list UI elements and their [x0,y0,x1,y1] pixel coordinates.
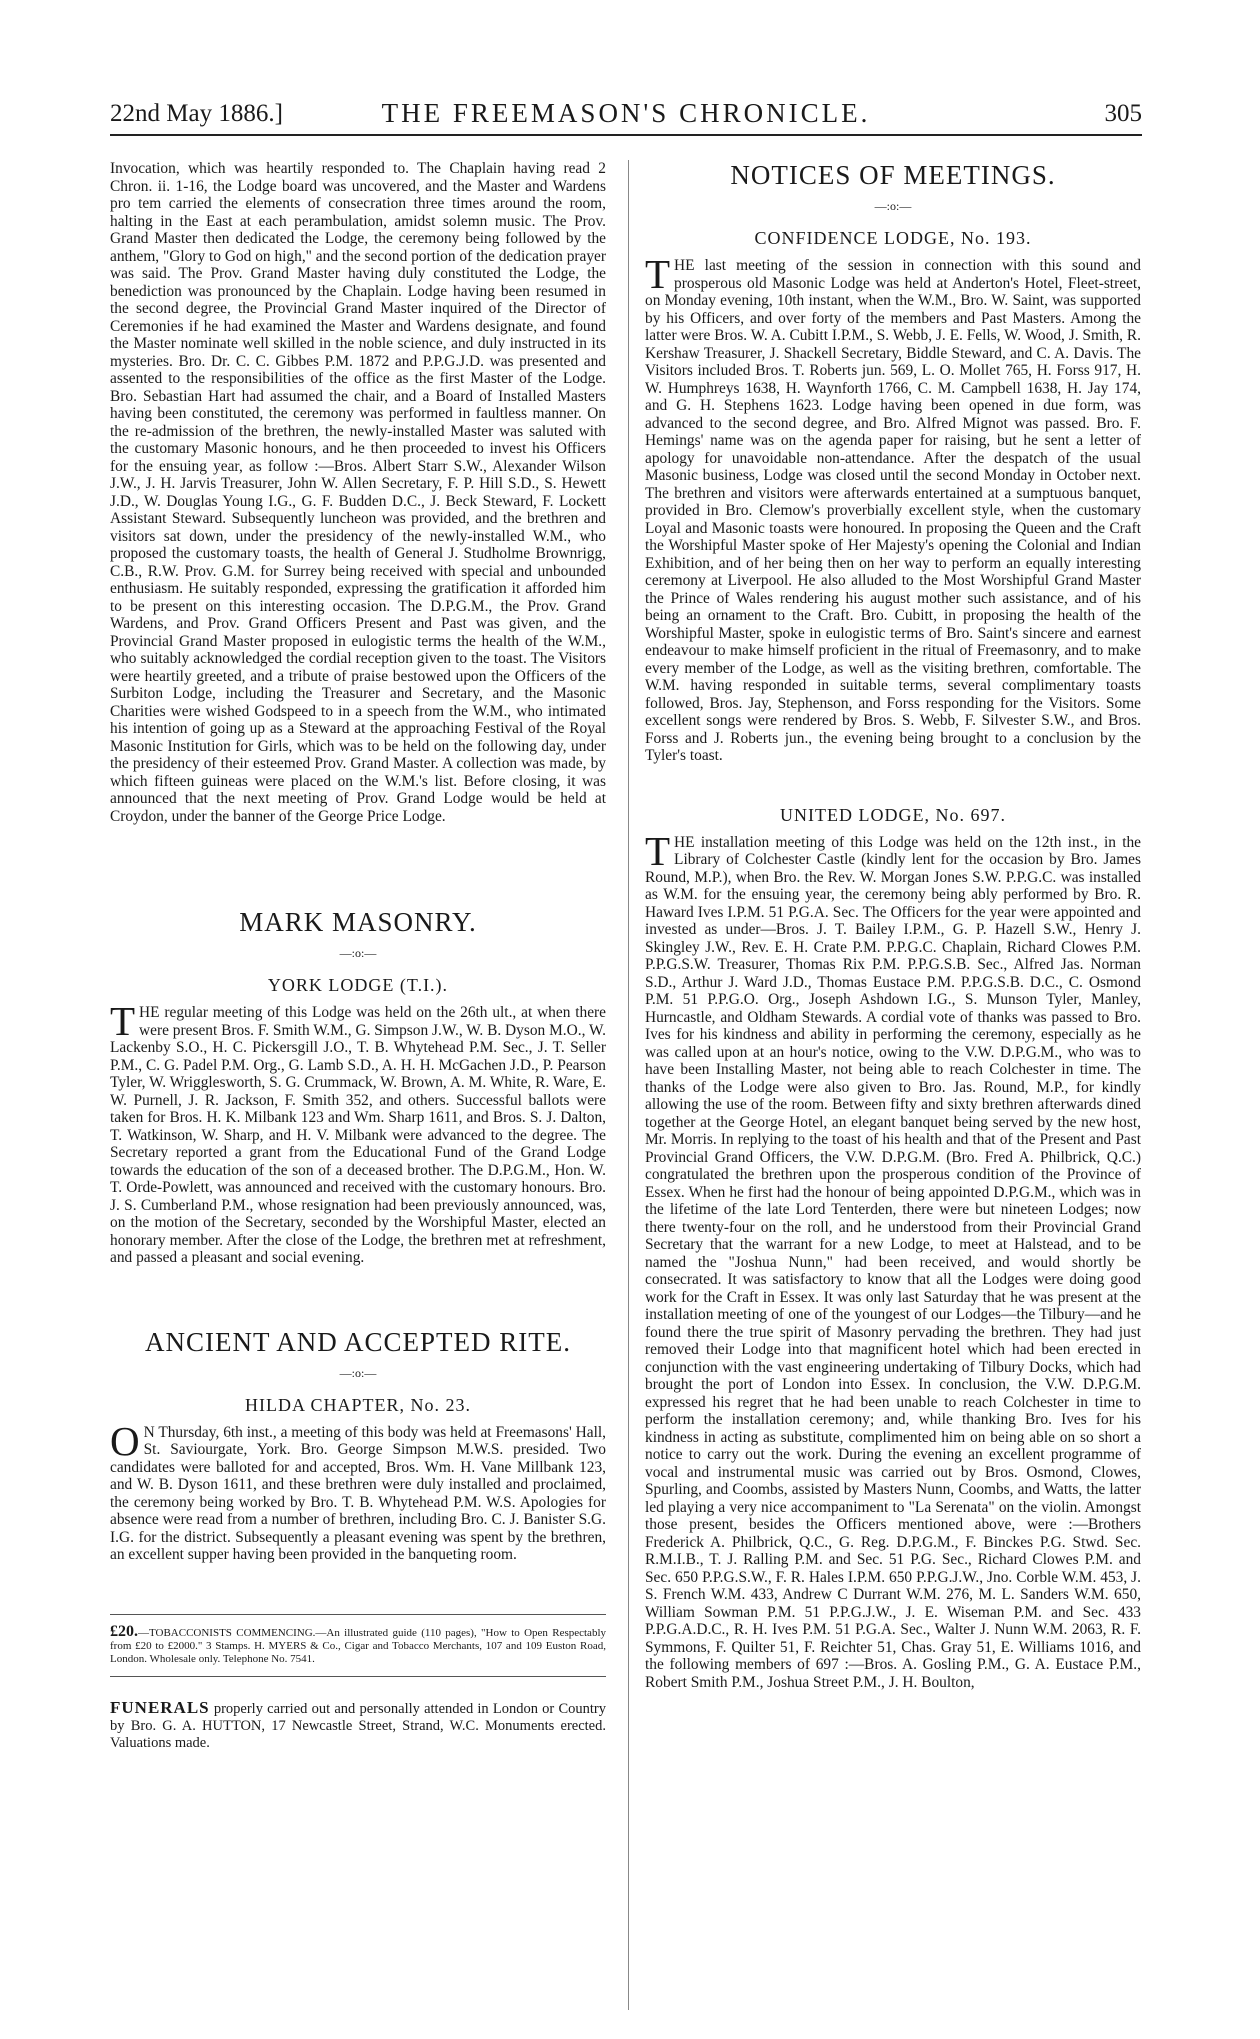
funeral-lead: FUNERALS [110,1697,210,1717]
right-column [645,160,1141,2010]
york-lodge-heading: YORK LODGE (T.I.). [267,975,449,995]
united-lodge-heading: UNITED LODGE, No. 697. [780,804,1006,825]
york-lodge-paragraph: THE regular meeting of this Lodge was held on the 26th ult., at when there were present Bros. F. Smith W.M., G. Simpson J.W., W. B. Dyson M.O., W. Lackenby S.O., H. C. Pickersgill J.O., T. B. Whytehead P.M. Sec., J. T. Seller P.M., C. G. Padel P.M. Org., G. Lamb S.D., A. H. H. McGachen J.D., P. Pearson Tyler, W. Wrigglesworth, S. G. Crummack, W. Brown, A. M. White, R. Ware, E. W. Purnell, J. R. Jackson, F. Smith 352, and others. Successful ballots were taken for Bros. H. K. Milbank 123 and Wm. Sharp 1611, and Bros. S. J. Dalton, T. Watkinson, W. Sharp, and H. V. Milbank were advanced to the degree. The Secretary reported a grant from the Educational Fund of the Grand Lodge towards the education of the son of a deceased brother. The D.P.G.M., Hon. W. T. Orde-Powlett, was announced and received with the customary honours. Bro. J. S. Cumberland P.M., whose resignation had been previously announced, was, on the motion of the Secretary, seconded by the Worshipful Master, elected an honorary member. After the close of the Lodge, the brethren met at refreshment, and passed a pleasant and social evening. [110,998,606,1266]
section-separator: —:o:— [339,1365,377,1380]
confidence-lodge-paragraph: THE last meeting of the session in connection with this sound and prosperous old Masonic Lodge was held at Anderton's Hotel, Fleet-street, on Monday evening, 10th instant, when the W.M., Bro. W. Saint, was supported by his Officers, and over forty of the members and Past Masters. Among the latter were Bros. W. A. Cubitt I.P.M., S. Webb, J. E. Fells, W. Wood, J. Smith, R. Kershaw Treasurer, J. Shackell Secretary, Biddle Steward, and C. A. Davis. The Visitors included Bros. T. Roberts jun. 569, L. O. Mollet 765, H. Forss 917, H. W. Humphreys 1638, H. Waynforth 1766, C. M. Campbell 1638, H. Jay 174, and G. H. Stephens 1623. Lodge having been opened in due form, was advanced to the second degree, and Bro. Alfred Mignot was passed. Bro. F. Hemings' name was on the agenda paper for raising, but he sent a letter of apology for unavoidable non-attendance. After the despatch of the usual Masonic business, Lodge was closed until the second Monday in October next. The brethren and visitors were afterwards entertained at a sumptuous banquet, provided in Bro. Clemow's proverbially excellent style, when the customary Loyal and Masonic toasts were honoured. In proposing the Queen and the Craft the Worshipful Master spoke of Her Majesty's opening the Colonial and Indian Exhibition, and of her being then on her way to perform an equally interesting ceremony at Liverpool. He also alluded to the Most Worshipful Grand Master the Prince of Wales rendering his august mother such assistance, and of his being an ornament to the Craft. Bro. Cubitt, in proposing the health of the Worshipful Master, spoke in eulogistic terms of Bro. Saint's sincere and earnest endeavour to make himself proficient in the ritual of Freemasonry, and to make every member of the Lodge, as well as the visiting brethren, comfortable. The W.M. having responded in suitable terms, several complimentary toasts followed, Bros. Jay, Stephenson, and Forss responding for the Visitors. Some excellent songs were rendered by Bros. S. Webb, F. Silvester S.W., and Bros. Forss and J. Roberts jun., the evening being brought to a conclusion by the Tyler's toast. [645,251,1141,764]
section-separator: —:o:— [874,199,912,213]
continuation-paragraph: Invocation, which was heartily responded to. The Chaplain having read 2 Chron. ii. 1-16, the Lodge board was uncovered, and the Master and Wardens pro tem carried the elements of consecration three times around the room, halting in the East at each perambulation, amidst solemn music. The Prov. Grand Master then dedicated the Lodge, the ceremony being followed by the anthem, "Glory to God on high," and the second portion of the dedication prayer was said. The Prov. Grand Master having duly constituted the Lodge, the benediction was pronounced by the Chaplain. Lodge having been resumed in the second degree, the Provincial Grand Master inquired of the Director of Ceremonies if he had examined the Master and Wardens designate, and found the Master nominate well skilled in the noble science, and duly instructed in its mysteries. Bro. Dr. C. C. Gibbes P.M. 1872 and P.P.G.J.D. was presented and assented to the responsibilities of the office as the first Master of the Lodge. Bro. Sebastian Hart had assumed the chair, and a Board of Installed Masters having been constituted, the ceremony was performed in faultless manner. On the re-admission of the brethren, the newly-installed Master was saluted with the customary Masonic honours, and he then proceeded to invest his Officers for the ensuing year, as follow :—Bros. Albert Starr S.W., Alexander Wilson J.W., J. H. Jarvis Treasurer, John W. Allen Secretary, F. P. Hill S.D., S. Hewett J.D., W. Douglas Young I.G., G. F. Budden D.C., J. Beck Steward, F. Lockett Assistant Steward. Subsequently luncheon was provided, and the brethren and visitors sat down, under the presidency of the newly-installed W.M., who proposed the customary toasts, the health of General J. Studholme Brownrigg, C.B., R.W. Prov. G.M. for Surrey being received with special and unbounded enthusiasm. He suitably responded, expressing the gratification it afforded him to be present on this interesting occasion. The D.P.G.M., the Prov. Grand Wardens, and Prov. Grand Officers Present and Past was given, and the Provincial Grand Master proposed in eulogistic terms the health of the W.M., who suitably acknowledged the cordial reception given to the toast. The Visitors were heartily greeted, and a tribute of praise bestowed upon the Officers of the Surbiton Lodge, including the Treasurer and Secretary, and the Masonic Charities were wished Godspeed to in a speech from the W.M., who intimated his intention of going up as a Steward at the approaching Festival of the Royal Masonic Institution for Girls, which was to be held on the following day, under the presidency of their esteemed Prov. Grand Master. A collection was made, by which fifteen guineas were placed on the W.M.'s list. Before closing, it was announced that the next meeting of Prov. Grand Lodge would be held at Croydon, under the banner of the George Price Lodge. [110,160,606,825]
notices-heading: NOTICES OF MEETINGS. [730,160,1056,190]
funeral-advert [110,1699,606,1752]
advert-text: —TOBACCONISTS COMMENCING.—An illustrated guide (110 pages), "How to Open Respectably from £20 to £2000." 3 Stamps. H. MYERS & Co., Cigar and Tobacco Merchants, 107 and 109 Euston Road, London. Wholesale only. Telephone No. 7541. [110,1626,606,1665]
left-column [110,160,606,2010]
column-rule [628,160,629,2010]
advert-price: £20. [110,1622,138,1640]
mark-masonry-heading: MARK MASONRY. [239,907,477,937]
tobacconist-advert [110,1622,606,1666]
confidence-lodge-heading: CONFIDENCE LODGE, No. 193. [754,228,1032,248]
page-header [110,92,1142,136]
hilda-chapter-paragraph: ON Thursday, 6th inst., a meeting of this body was held at Freemasons' Hall, St. Saviourgate, York. Bro. George Simpson M.W.S. presided. Two candidates were balloted for and accepted, Bros. Wm. H. Vane Millbank 123, and W. B. Dyson 1611, and these brethren were duly installed and proclaimed, the ceremony being worked by Bro. T. B. Whytehead P.M. W.S. Apologies for absence were read from a number of brethren, including Bro. C. J. Banister S.G. I.G. for the district. Subsequently a pleasant evening was spent by the brethren, an excellent supper having been provided in the banqueting room. [110,1417,606,1563]
section-separator: —:o:— [339,946,377,960]
united-lodge-paragraph: THE installation meeting of this Lodge was held on the 12th inst., in the Library of Colchester Castle (kindly lent for the occasion by Bro. James Round, M.P.), when Bro. the Rev. W. Morgan Jones S.W. P.P.G.C. was installed as W.M. for the ensuing year, the ceremony being ably performed by Bro. R. Haward Ives I.P.M. 51 P.G.A. Sec. The Officers for the year were appointed and invested as under—Bros. J. T. Bailey I.P.M., G. P. Hazell S.W., Henry J. Skingley J.W., Rev. E. H. Crate P.M. P.P.G.C. Chaplain, Richard Clowes P.M. P.P.G.S.W. Treasurer, Thomas Rix P.M. P.P.G.S.B. Sec., Alfred Jas. Norman S.D., Arthur J. Ward J.D., Thomas Eustace P.M. P.P.G.S.B. D.C., C. Osmond P.M. 51 P.P.G.O. Org., Joseph Ashdown I.G., S. Munson Tyler, Manley, Hurncastle, and Oldham Stewards. A cordial vote of thanks was passed to Bro. Ives for his kindness and ability in performing the ceremony, especially as he was called upon at an hour's notice, owing to the V.W. D.P.G.M., who was to have been Installing Master, not being able to reach Colchester in time. The thanks of the Lodge were also given to Bro. Jas. Round, M.P., for kindly allowing the use of the room. Between fifty and sixty brethren afterwards dined together at the George Hotel, an elegant banquet being served by the new host, Mr. Morris. In replying to the toast of his health and that of the Present and Past Provincial Grand Officers, the V.W. D.P.G.M. (Bro. Fred A. Philbrick, Q.C.) congratulated the brethren upon the prosperous condition of the Province of Essex. When he first had the honour of being appointed D.P.G.M., which was in the lifetime of the late Lord Tenterden, there were but nineteen Lodges; now there twenty-four on the roll, and he understood from their Provincial Grand Secretary that the warrant for a new Lodge, to meet at Halstead, and to be named the "Joshua Nunn," had been received, and would shortly be consecrated. It was satisfactory to know that all the Lodges were doing good work for the Craft in Essex. It was only last Saturday that he was present at the installation meeting of one of the youngest of our Lodges—the Tilbury—and he found there the true spirit of Masonry pervading the brethren. They had just removed their Lodge into that magnificent hotel which had been erected in conjunction with the vast engineering undertaking of Tilbury Docks, which had brought the port of London into Essex. In conclusion, the V.W. D.P.G.M. expressed his regret that he had been unable to reach Colchester in time to perform the installation ceremony; and, while thanking Bro. Ives for his kindness in acting as substitute, complimented him on being able on so short a notice to carry out the work. During the evening an excellent programme of vocal and instrumental music was carried out by Bros. Osmond, Clowes, Spurling, and Coombs, assisted by Masters Nunn, Coombs, and Watts, the latter led playing a very nice accompaniment to "La Serenata" on the violin. Amongst those present, besides the Officers mentioned above, were :—Brothers Frederick A. Philbrick, Q.C., G. Reg. D.P.G.M., F. Binckes P.G. Stwd. Sec. R.M.I.B., T. J. Ralling P.M. and Sec. 51 P.G. Sec., Richard Clowes P.M. and Sec. 650 P.P.G.S.W., F. R. Hales I.P.M. 650 P.P.G.J.W., Jno. Corble W.M. 453, J. S. French W.M. 433, Andrew C Durrant W.M. 276, M. L. Sanders W.M. 650, William Sowman P.M. 51 P.P.G.J.W., J. E. Wiseman P.M. and Sec. 433 P.P.G.A.D.C., R. H. Ives P.M. 51 P.G.A. Sec., Walter J. Nunn W.M. 2063, R. F. Symmons, F. Quilter 51, F. Reichter 51, Chas. Gray 51, E. Williams 1016, and the following members of 697 :—Bros. A. Gosling P.M., G. A. Eustace P.M., Robert Smith P.M., Joshua Street P.M., J. H. Boulton, [645,827,1141,1691]
publication-title: THE FREEMASON'S CHRONICLE. [381,98,871,128]
ancient-rite-heading: ANCIENT AND ACCEPTED RITE. [144,1326,571,1357]
issue-date: 22nd May 1886.] [110,100,283,127]
hilda-chapter-heading: HILDA CHAPTER, No. 23. [244,1394,471,1415]
page-number: 305 [1104,100,1142,127]
funeral-text: properly carried out and personally attended in London or Country by Bro. G. A. HUTTON, 17 Newcastle Street, Strand, W.C. Monuments erected. Valuations made. [110,1700,606,1751]
